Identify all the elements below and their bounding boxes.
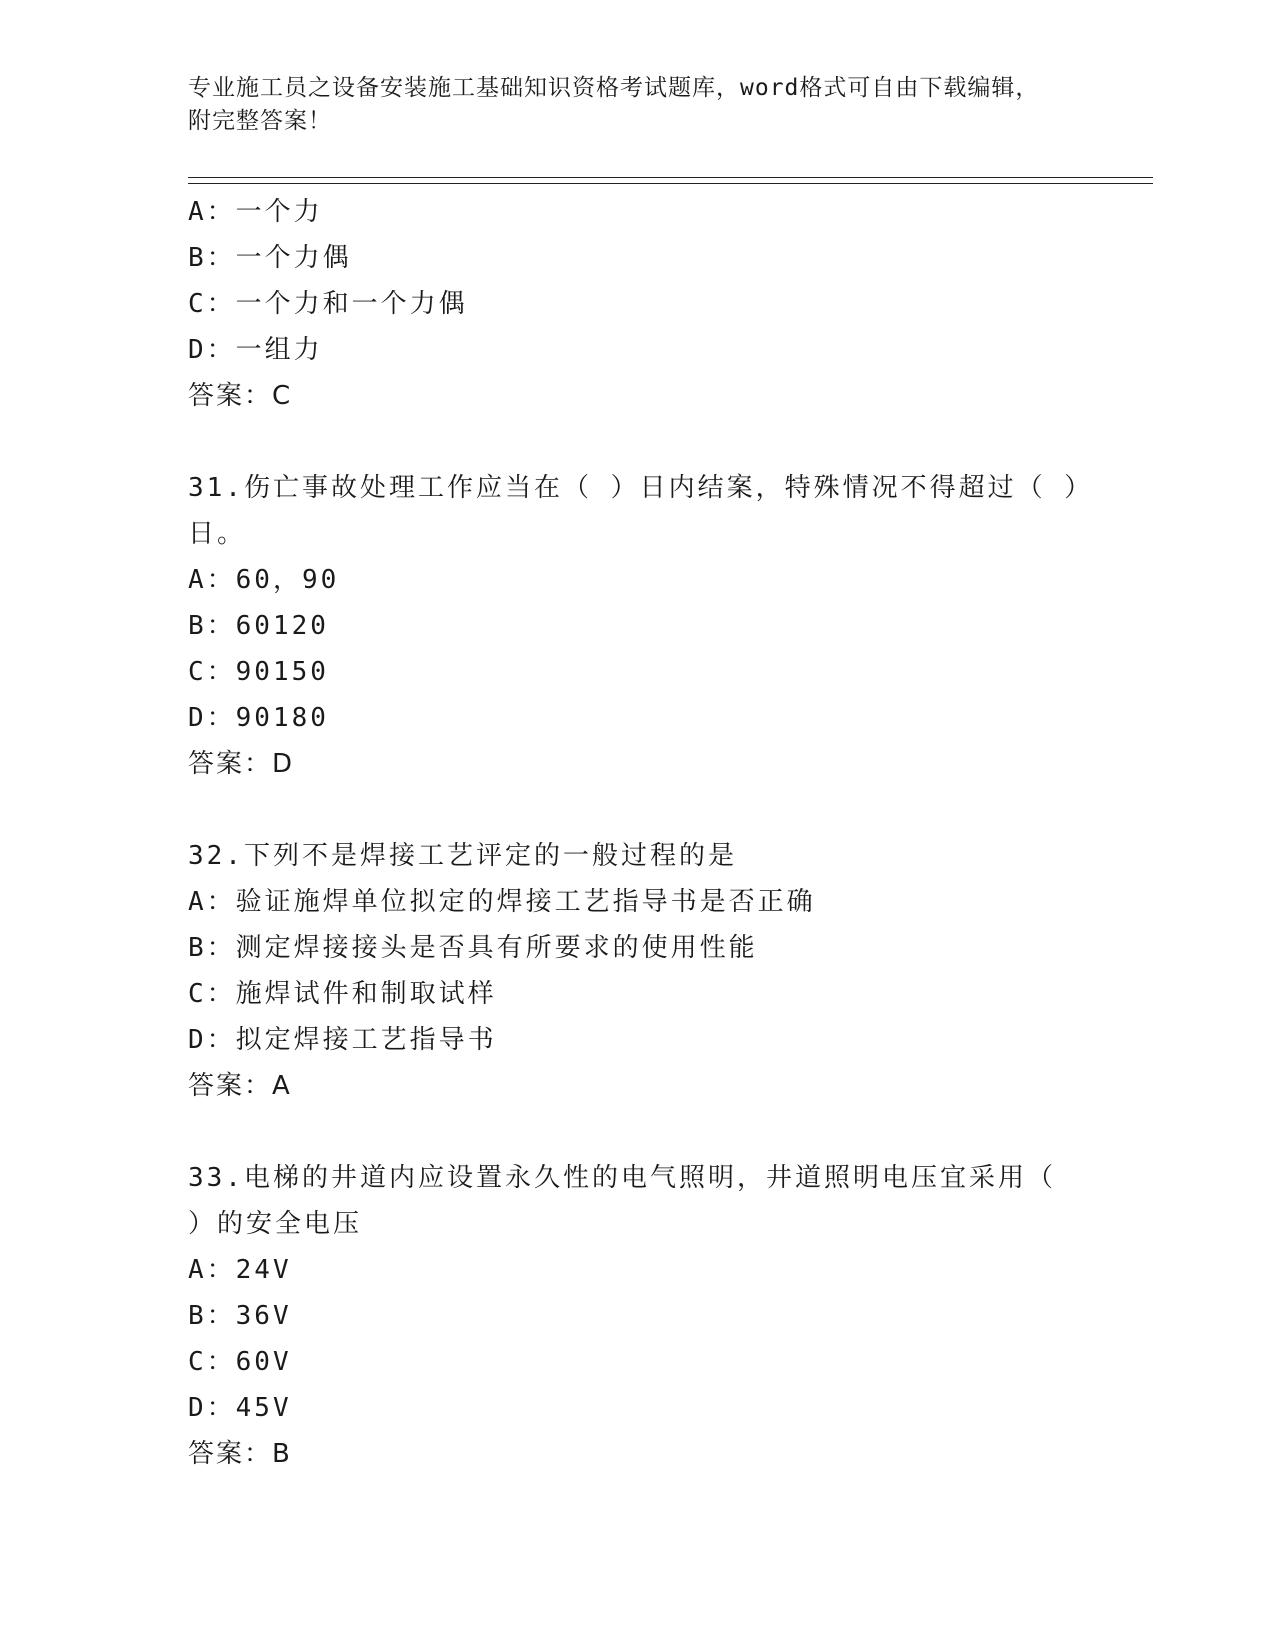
answer-line: 答案：A [188, 1071, 292, 1101]
option-b: B：测定焊接接头是否具有所要求的使用性能 [188, 933, 758, 963]
question-list [188, 189, 1094, 1477]
question-text-continued: ）的安全电压 [188, 1209, 363, 1239]
option-a: A：验证施焊单位拟定的焊接工艺指导书是否正确 [188, 887, 816, 917]
option-c: C：90150 [188, 657, 329, 687]
answer-line: 答案：C [188, 381, 293, 411]
header-divider-bottom [188, 183, 1153, 184]
option-c: C：一个力和一个力偶 [188, 289, 468, 319]
answer-line: 答案：B [188, 1439, 292, 1469]
option-d: D：45V [188, 1393, 292, 1423]
header-line-2: 附完整答案！ [188, 108, 332, 134]
answer-line: 答案：D [188, 749, 295, 779]
option-a: A：一个力 [188, 197, 323, 227]
question-31 [188, 465, 1094, 787]
question-text: 33.电梯的井道内应设置永久性的电气照明，井道照明电压宜采用（ [188, 1163, 1056, 1193]
question-33 [188, 1155, 1068, 1477]
option-c: C：60V [188, 1347, 292, 1377]
question-fragment [188, 189, 1068, 419]
option-d: D：90180 [188, 703, 329, 733]
document-header [188, 72, 1088, 138]
option-a: A：60，90 [188, 565, 340, 595]
option-b: B：36V [188, 1301, 292, 1331]
question-text: 32.下列不是焊接工艺评定的一般过程的是 [188, 841, 737, 871]
question-32 [188, 833, 1068, 1109]
option-b: B：一个力偶 [188, 243, 352, 273]
option-d: D：拟定焊接工艺指导书 [188, 1025, 497, 1055]
question-text: 31.伤亡事故处理工作应当在（ ）日内结案，特殊情况不得超过（ ） [188, 473, 1094, 503]
option-b: B：60120 [188, 611, 329, 641]
header-divider-top [188, 177, 1153, 178]
option-d: D：一组力 [188, 335, 323, 365]
header-line-1: 专业施工员之设备安装施工基础知识资格考试题库，word格式可自由下载编辑， [188, 75, 1040, 101]
question-text-continued: 日。 [188, 519, 247, 549]
option-c: C：施焊试件和制取试样 [188, 979, 497, 1009]
option-a: A：24V [188, 1255, 292, 1285]
